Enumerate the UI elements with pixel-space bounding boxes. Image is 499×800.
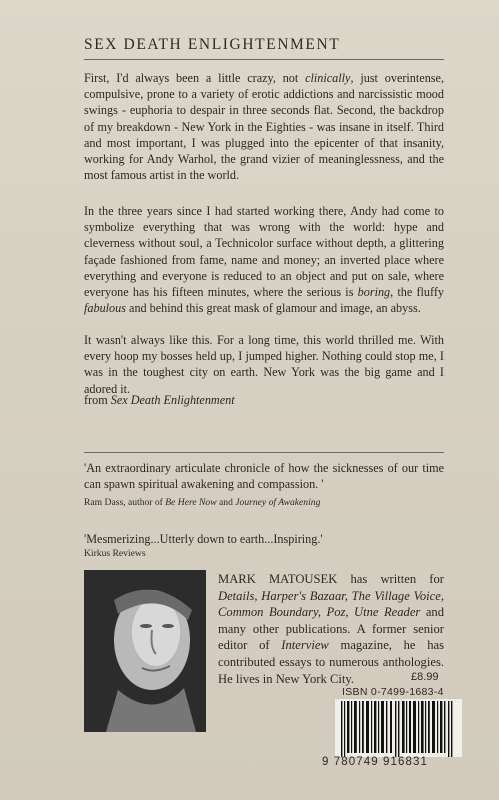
excerpt-paragraph-1: First, I'd always been a little crazy, not clinically, just overintense, compulsive, prone to a variety of erotic addictions and narcissistic mood swings - euphoria to despair in three seconds flat. Second, the backdrop of my breakdown - New York in the Eighties - was insane in itself. Third and most important, I was plugged into the epicenter of that insanity, working for Andy Warhol, the grand vizier of meaninglessness, and the most famous artist in the world. xyxy=(84,71,444,183)
bio-publications: Details, Harper's Bazaar, The Village Voice, Common Boundary, Poz, Utne Reader xyxy=(218,588,444,620)
bio-text-end: magazine, he has contributed essays to numerous anthologies. He lives in New York City. xyxy=(218,638,444,686)
review-quote-2: 'Mesmerizing...Utterly down to earth...Inspiring.' xyxy=(84,532,323,546)
price-label: £8.99 xyxy=(411,671,439,683)
isbn-label: ISBN 0-7499-1683-4 xyxy=(342,686,444,698)
excerpt-paragraph-3: It wasn't always like this. For a long time, this world thrilled me. With every hoop my bosses held up, I jumped higher. Nothing could stop me, I was in the toughest city on earth. New York was the big game and I adored it. xyxy=(84,333,444,396)
bio-text-intro: has written for xyxy=(350,572,444,586)
author-name: MARK MATOUSEK xyxy=(218,572,338,586)
author-bio xyxy=(218,571,444,687)
excerpt-source xyxy=(84,393,235,408)
excerpt-divider xyxy=(84,452,444,453)
title-divider xyxy=(84,59,444,60)
excerpt-paragraph-2: In the three years since I had started working there, Andy had come to symbolize everything that was wrong with the world: hype and cleverness without soul, a Technicolor surface without depth, a glittering façade fashioned from fame, name and money; an inverted place where everything and everyone is reduced to an object and put on sale, where everyone has his fifteen minutes, where the serious is boring, the fluffy fabulous and behind this great mask of glamour and image, an abyss. xyxy=(84,204,445,316)
bio-text-mid: and many other publications. A former senior editor of xyxy=(218,605,444,653)
excerpt-source-prefix: from xyxy=(84,393,108,407)
review-attribution-2: Kirkus Reviews xyxy=(84,548,146,559)
author-photo xyxy=(84,570,206,732)
review-quote-1: 'An extraordinary articulate chronicle of how the sicknesses of our time can spawn spiritual awakening and compassion. ' xyxy=(84,461,444,491)
book-title: SEX DEATH ENLIGHTENMENT xyxy=(84,36,341,53)
review-attribution-1: Ram Dass, author of Be Here Now and Journey of Awakening xyxy=(84,497,321,508)
barcode-number: 9 780749 916831 xyxy=(322,756,429,768)
excerpt-source-title: Sex Death Enlightenment xyxy=(110,393,235,407)
barcode xyxy=(335,699,462,757)
bio-magazine: Interview xyxy=(281,638,329,653)
